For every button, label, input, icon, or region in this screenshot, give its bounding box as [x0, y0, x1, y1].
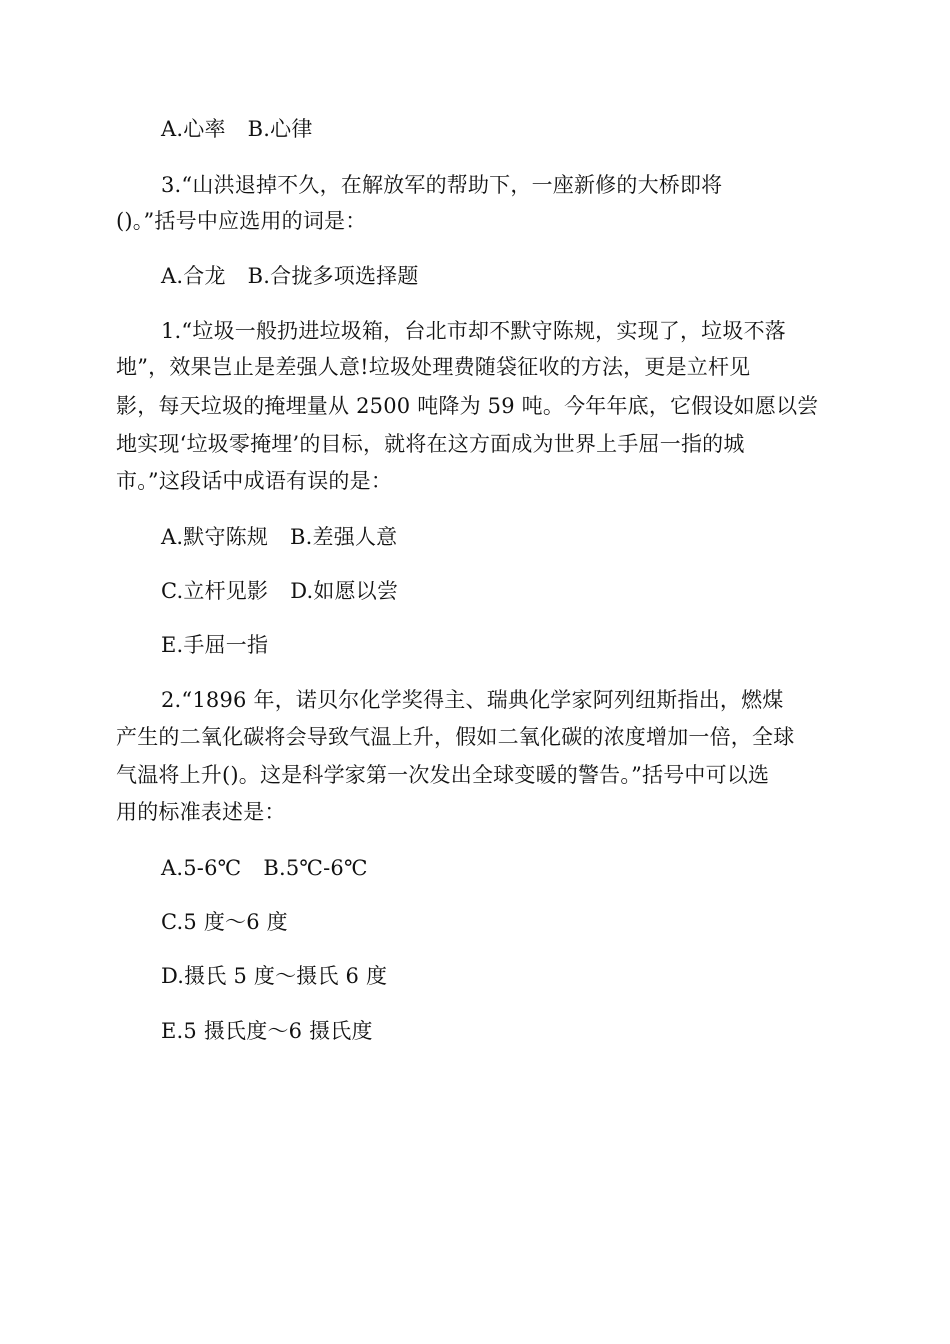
- mc-question-1-line-5: 市。”这段话中成语有误的是：: [116, 469, 393, 493]
- option-a: A.合龙: [161, 264, 226, 288]
- option-e: E.手屈一指: [161, 633, 269, 657]
- mc-question-2-line-3: 气温将上升()。这是科学家第一次发出全球变暖的警告。”括号中可以选: [116, 763, 770, 787]
- mc-question-2-line-1: 2.“1896 年，诺贝尔化学奖得主、瑞典化学家阿列纽斯指出，燃煤: [161, 688, 784, 712]
- option-b: B.5℃-6℃: [263, 856, 368, 880]
- option-a: A.默守陈规: [161, 525, 269, 549]
- option-d: D.摄氏 5 度～摄氏 6 度: [161, 964, 388, 988]
- option-b: B.差强人意: [290, 525, 398, 549]
- option-a: A.5-6℃: [161, 856, 242, 880]
- option-line: [161, 576, 398, 606]
- option-b: B.合拢多项选择题: [247, 264, 419, 288]
- option-line: [161, 261, 419, 291]
- option-line: [161, 907, 288, 937]
- option-c: C.5 度～6 度: [161, 910, 288, 934]
- option-line: [161, 961, 387, 991]
- option-line: [161, 853, 368, 883]
- mc-question-2-line-4: 用的标准表述是：: [116, 800, 286, 824]
- question-3-line-1: 3.“山洪退掉不久，在解放军的帮助下，一座新修的大桥即将: [161, 173, 723, 197]
- option-line: [161, 1016, 373, 1046]
- option-e: E.5 摄氏度～6 摄氏度: [161, 1019, 373, 1043]
- option-c: C.立杆见影: [161, 579, 269, 603]
- option-a: A.心率: [161, 117, 226, 141]
- mc-question-2-line-2: 产生的二氧化碳将会导致气温上升，假如二氧化碳的浓度增加一倍，全球: [116, 725, 795, 749]
- option-line: [161, 114, 313, 144]
- mc-question-1-line-1: 1.“垃圾一般扔进垃圾箱，台北市却不默守陈规，实现了，垃圾不落: [161, 319, 786, 343]
- mc-question-1-line-2: 地”，效果岂止是差强人意!垃圾处理费随袋征收的方法，更是立杆见: [116, 355, 751, 379]
- option-b: B.心律: [247, 117, 313, 141]
- mc-question-1-line-3: 影，每天垃圾的掩埋量从 2500 吨降为 59 吨。今年年底，它假设如愿以尝: [116, 394, 819, 418]
- option-line: [161, 630, 268, 660]
- question-3-line-2: ()。”括号中应选用的词是：: [116, 209, 367, 233]
- mc-question-1-line-4: 地实现‘垃圾零掩埋’的目标，就将在这方面成为世界上手屈一指的城: [116, 432, 745, 456]
- option-line: [161, 522, 397, 552]
- option-d: D.如愿以尝: [290, 579, 399, 603]
